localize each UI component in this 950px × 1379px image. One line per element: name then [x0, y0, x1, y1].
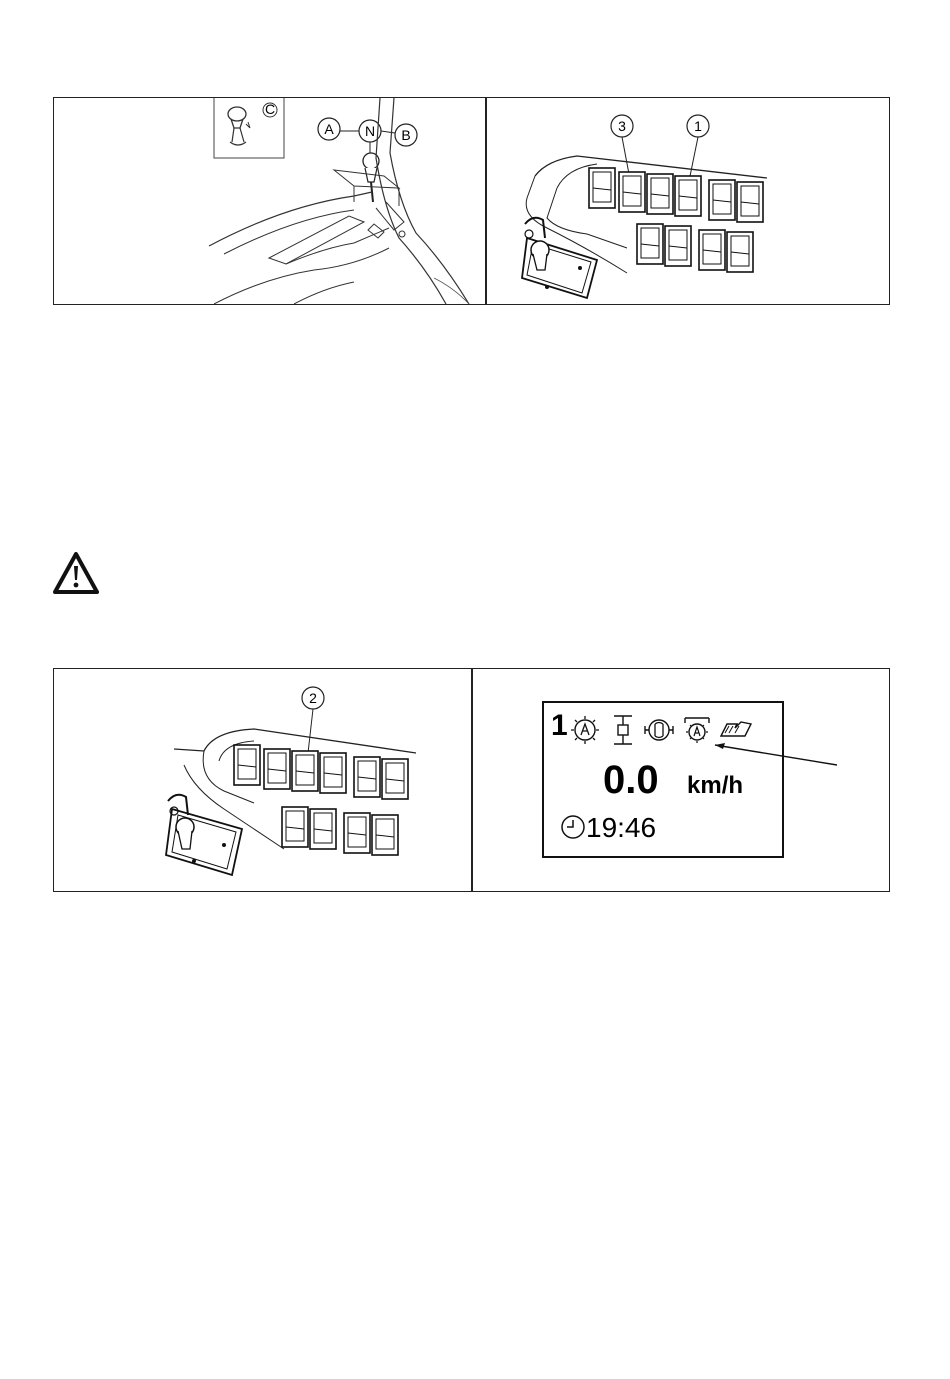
- display-gear-number: 1: [551, 709, 568, 742]
- display-speed-unit: km/h: [687, 772, 744, 799]
- callout-3-label: 3: [618, 118, 626, 134]
- callout-3-marker: [611, 115, 633, 137]
- figure-switch-panel-and-display: [53, 668, 890, 892]
- gear-lever-illustration: [54, 98, 485, 304]
- bottom-switch-row-2: [282, 807, 398, 855]
- top-switch-row: [589, 168, 763, 222]
- figure-gear-lever-and-switch-panel: [53, 97, 890, 305]
- small-lever-knob-icon: [228, 107, 250, 145]
- top-switch-row-2: [234, 745, 408, 799]
- callout-a-label: A: [324, 121, 334, 137]
- switch-panel-illustration-1: [487, 98, 889, 304]
- switch-panel-illustration-2: [54, 669, 471, 891]
- callout-b-marker: [395, 124, 417, 146]
- display-clock-time: 19:46: [586, 812, 657, 843]
- callout-n-label: N: [364, 123, 376, 139]
- callout-a-marker: [318, 118, 340, 140]
- ignition-key-plate-icon: [522, 218, 597, 298]
- display-speed-value: 0.0: [603, 758, 659, 802]
- callout-2-marker: [302, 687, 324, 709]
- dashboard-display-illustration: [473, 669, 889, 891]
- clock-icon: [562, 816, 584, 838]
- warning-triangle-icon: [53, 552, 99, 594]
- callout-1-marker: [687, 115, 709, 137]
- callout-c-label: C: [264, 101, 276, 117]
- auto-pto-icon: [571, 716, 599, 744]
- callout-c-marker: [263, 101, 277, 117]
- callout-1-label: 1: [694, 118, 702, 134]
- bottom-switch-row: [637, 224, 753, 272]
- callout-2-label: 2: [309, 690, 317, 706]
- ignition-key-plate-icon-2: [166, 795, 242, 875]
- callout-b-label: B: [401, 127, 411, 143]
